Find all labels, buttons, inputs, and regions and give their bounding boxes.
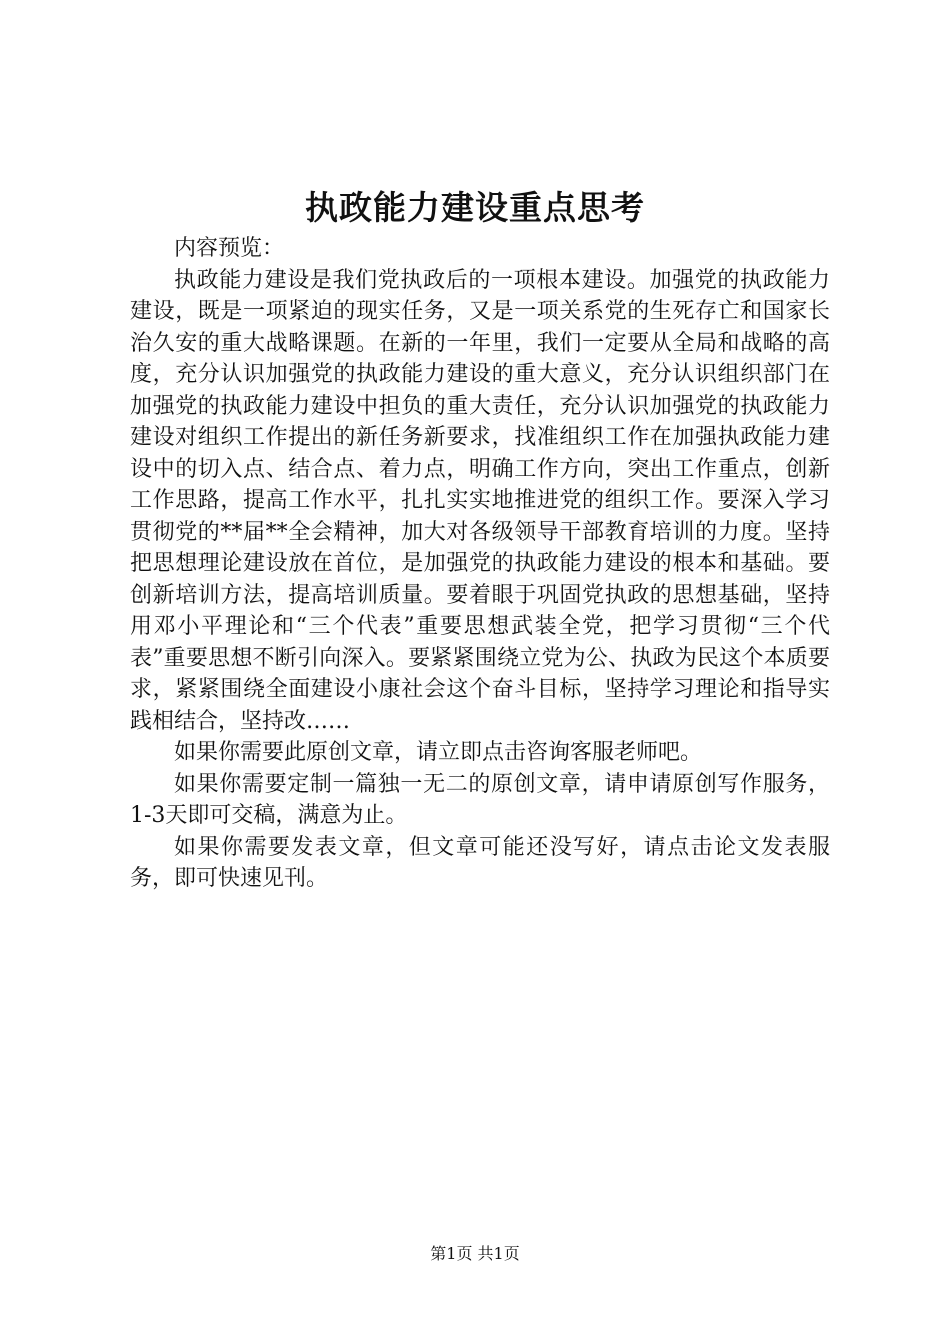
page-number: 第1页 共1页 (430, 1244, 520, 1263)
preview-label: 内容预览： (174, 236, 285, 261)
document-content (130, 233, 830, 895)
custom-writing-note: 如果你需要定制一篇独一无二的原创文章，请申请原创写作服务，1-3天即可交稿，满意为止。 (130, 771, 830, 828)
consult-note: 如果你需要此原创文章，请立即点击咨询客服老师吧。 (174, 740, 703, 765)
document-title: 执政能力建设重点思考 (305, 188, 645, 227)
body-paragraph: 执政能力建设是我们党执政后的一项根本建设。加强党的执政能力建设，既是一项紧迫的现实任务，又是一项关系党的生死存亡和国家长治久安的重大战略课题。在新的一年里，我们一定要从全局和战略的高度，充分认识加强党的执政能力建设的重大意义，充分认识组织部门在加强党的执政能力建设中担负的重大责任，充分认识加强党的执政能力建设对组织工作提出的新任务新要求，找准组织工作在加强执政能力建设中的切入点、结合点、着力点，明确工作方向，突出工作重点，创新工作思路，提高工作水平，扎扎实实地推进党的组织工作。要深入学习贯彻党的**届**全会精神，加大对各级领导干部教育培训的力度。坚持把思想理论建设放在首位，是加强党的执政能力建设的根本和基础。要创新培训方法，提高培训质量。要着眼于巩固党执政的思想基础，坚持用邓小平理论和“三个代表”重要思想武装全党，把学习贯彻“三个代表”重要思想不断引向深入。要紧紧围绕立党为公、执政为民这个本质要求，紧紧围绕全面建设小康社会这个奋斗目标，坚持学习理论和指导实践相结合，坚持改…… (130, 267, 830, 734)
publish-note: 如果你需要发表文章，但文章可能还没写好，请点击论文发表服务，即可快速见刊。 (130, 834, 830, 891)
